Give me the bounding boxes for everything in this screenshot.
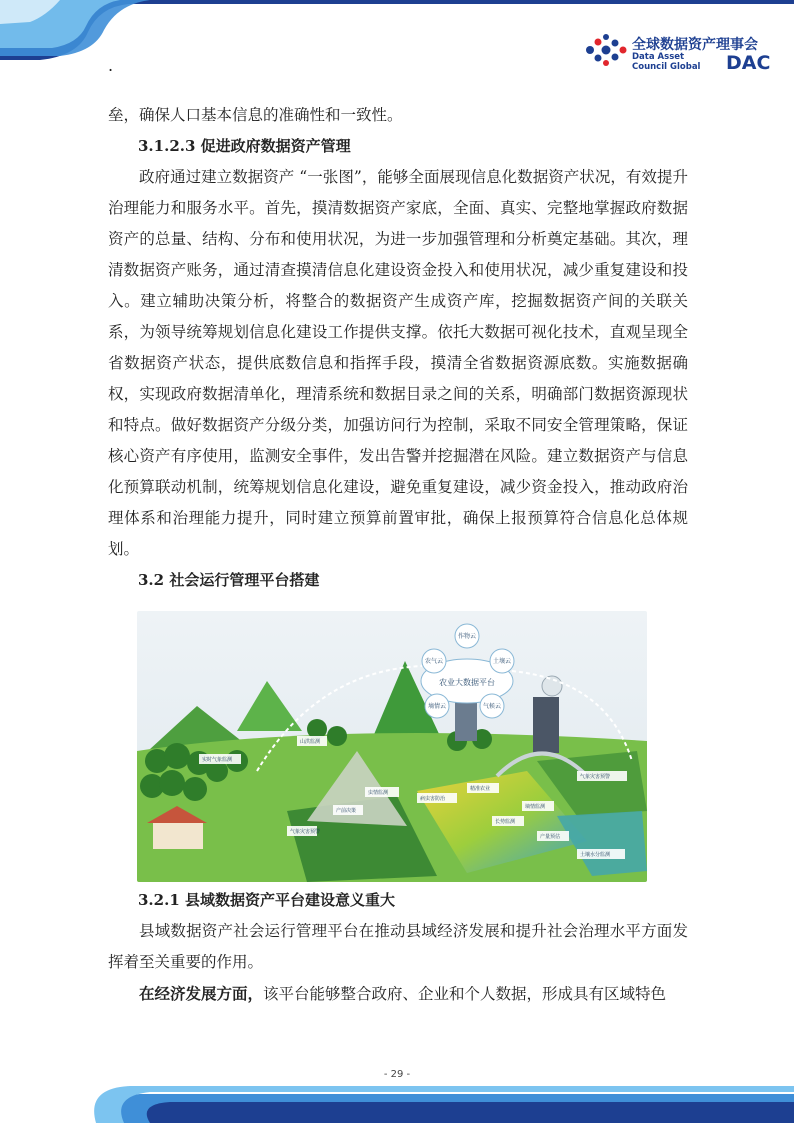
logo-dots-icon <box>584 30 630 70</box>
map-label-9: 长势监测 <box>495 819 516 825</box>
page-number: - 29 - <box>383 1069 411 1080</box>
logo-english-line-2: Council Global <box>632 62 701 72</box>
corner-mark: . <box>108 56 114 75</box>
map-label-4: 产前决策 <box>336 808 357 814</box>
logo-english-line-1: Data Asset <box>632 52 685 62</box>
agriculture-platform-illustration <box>137 611 647 882</box>
figure-center-label: 农业大数据平台 <box>439 678 495 687</box>
section-heading-3-1-2-3: 3.1.2.3 促进政府数据资产管理 <box>138 137 351 155</box>
paragraph-lead-rest: 该平台能够整合政府、企业和个人数据，形成具有区域特色 <box>263 985 667 1003</box>
map-label-12: 气象灾害预警 <box>290 829 321 835</box>
map-label-5: 病虫害防治 <box>420 796 446 802</box>
paragraph-county-platform: 县域数据资产社会运行管理平台在推动县域经济发展和提升社会治理水平方面发挥着至关重要的作用。 <box>108 922 688 971</box>
logo-english-name <box>632 52 700 72</box>
map-label-11: 土壤水分监测 <box>580 852 611 858</box>
map-label-1: 实时气象监测 <box>202 757 233 763</box>
cloud-label-climate: 气候云 <box>482 703 502 710</box>
map-label-3: 虫情监测 <box>368 790 389 796</box>
dac-logo <box>584 30 784 76</box>
logo-abbreviation: DAC <box>726 52 771 74</box>
map-label-2: 山洪监测 <box>300 739 321 745</box>
paragraph-economic-development <box>108 978 688 1010</box>
paragraph-gov-data-assets: 政府通过建立数据资产 “一张图”，能够全面展现信息化数据资产状况，有效提升治理能力和服务水平。首先，摸清数据资产家底，全面、真实、完整地掌握政府数据资产的总量、结构、分布和使用状况，为进一步加强管理和分析奠定基础。其次，理清数据资产账务，通过清查摸清信息化建设资金投入和使用状况，减少重复建设和投入。建立辅助决策分析，将整合的数据资产生成资产库，挖掘数据资产间的关联关系，为领导统筹规划信息化建设工作提供支撑。依托大数据可视化技术，直观呈现全省数据资产状态，提供底数信息和指挥手段，摸清全省数据资源底数。实施数据确权，实现政府数据清单化，理清系统和数据目录之间的关系，明确部门数据资源现状和特点。做好数据资产分级分类，加强访问行为控制，采取不同安全管理策略，保证核心资产有序使用，监测安全事件，发出告警并挖掘潜在风险。建立数据资产与信息化预算联动机制，统筹规划信息化建设，避免重复建设，减少资金投入，推动政府治理体系和治理能力提升，同时建立预算前置审批，确保上报预算符合信息化总体规划。 <box>108 168 688 558</box>
footer-band <box>0 1080 794 1123</box>
cloud-label-agri-weather: 农气云 <box>424 658 444 665</box>
section-heading-3-2: 3.2 社会运行管理平台搭建 <box>138 571 320 589</box>
page-body <box>108 100 688 596</box>
logo-chinese-name: 全球数据资产理事会 <box>632 37 758 53</box>
map-label-7: 气象灾害预警 <box>580 774 611 780</box>
cloud-label-moisture: 墒情云 <box>427 703 447 710</box>
map-label-10: 产量预估 <box>540 834 561 840</box>
paragraph-lead-in: 在经济发展方面， <box>139 984 264 1003</box>
cloud-label-soil: 土壤云 <box>492 658 512 665</box>
section-heading-3-2-1: 3.2.1 县域数据资产平台建设意义重大 <box>138 891 395 909</box>
page-body-lower <box>108 885 688 1010</box>
map-label-8: 墒情监测 <box>525 804 546 810</box>
map-label-6: 精准农业 <box>470 786 491 792</box>
paragraph-continued: 垒，确保人口基本信息的准确性和一致性。 <box>108 106 403 124</box>
cloud-label-crop: 作物云 <box>457 633 477 640</box>
